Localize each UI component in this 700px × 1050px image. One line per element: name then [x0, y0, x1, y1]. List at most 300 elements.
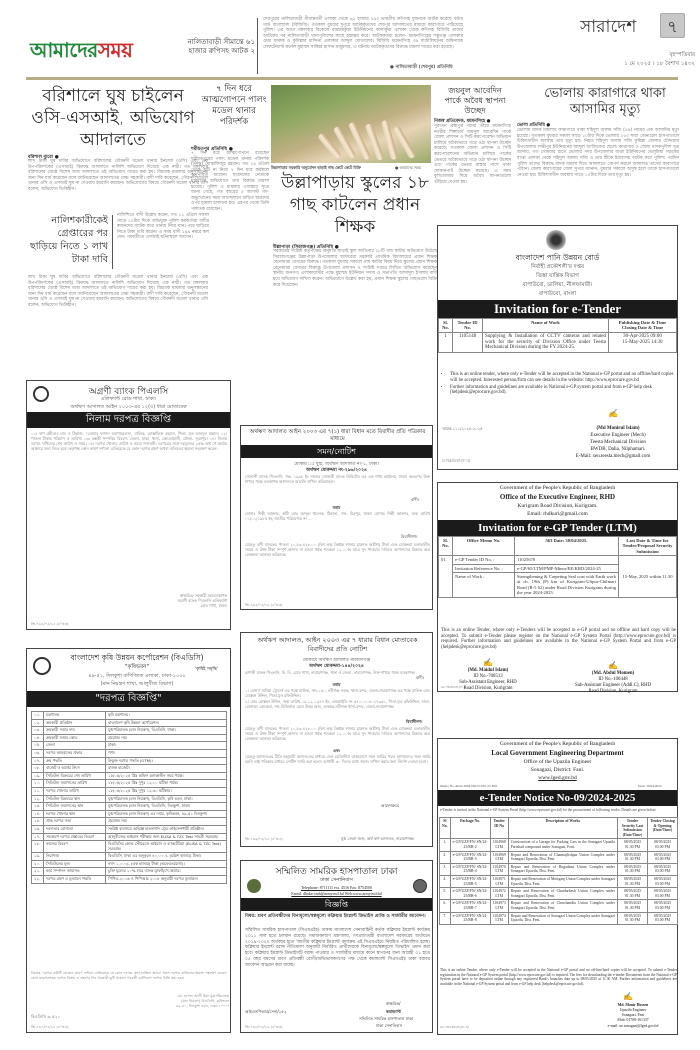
- badc-row-value: যুগ্মপরিচালক (মান নিয়ন্ত্রণ) এর দপ্তর, কৃষিভবন, ৪৯-৫১ দিলকুশা।: [106, 810, 227, 818]
- somon-body-2: যেহেতু বাদী ব্যাংকের পাওনা ২০,৫৩,৪২৮.০০ (বিশ লক্ষ তিপ্পান্ন হাজার চারশত আটাশ) টাকা এবং মোকদ্দমা চলাকালীন সময়ে ও উক্ত টাকা সম্পূর্ণ আদায় না হওয়া পর্যন্ত শতকরা ১২.০০% হারে সুদ পাওয়ার দাবিতে আপনাদের বিরুদ্ধে অত্র মোকদ্দমা আনয়ন করিয়াছে।: [245, 542, 430, 557]
- notice-body: যেহেতু বাদী ব্যাংকের পাওনা ২০,৫৩,৪২৮.০০ (বিশ লক্ষ তিপ্পান্ন হাজার চারশত আটাশ) টাকা এবং মোকদ্দমা চলাকালীন সময়ে ও উক্ত টাকা সম্পূর্ণ আদায় না হওয়া পর্যন্ত শতকরা ১২.০০% হারে সুদ পাওয়ার দাবিতে আপনাদের বিরুদ্ধে অত্র মোকদ্দমা আনয়ন করিয়াছে।: [245, 726, 430, 741]
- badc-row-value: যুগ্মপরিচালক (মান নিয়ন্ত্রণ), বিএডিসি, ঢাকা।: [106, 727, 227, 735]
- lged-memo: Memo No-46.02.3094.000.07.001.25-839: [440, 784, 497, 788]
- badc-building: "কৃষিভবন": [125, 664, 149, 670]
- agrani-org: অগ্রণী ব্যাংক পিএলসি: [88, 387, 169, 397]
- bhola-body: ভোলায় মাদক মামলায় কারাগারে থাকা শহিদুল আলম সজি (৪৯) নামের এক আসামির মৃত্যু হয়েছে। গতকাল বুধবার সকাল সাড়ে ১০টার দিকে ভোলার ২৫০ শয্যা জেনারেল হাসপাতালে চিকিৎসাধীন অবস্থায় তার মৃত্যু হয়। নিহত শহিদুল আলম সজি কুমিল্লা জেলার চৌদ্দগ্রাম উপজেলার লক্ষীপুর ইউনিয়নের আব্দুল আজিজের ছেলে। কারাগার ও জেলা মাদকপুলিশ সূত্র জানায়, গত সোমবার রাতে ভোলার সদর উপজেলার বাপ্তা ইউনিয়নের ভেলুমিয়া সড়কের বাপ্তা এলাকা থেকে শহিদুল আলম সজি ও তার স্ত্রীকে ইয়াবাসহ আটক করে পুলিশ। পরদিন পুলিশ তাদের বিরুদ্ধে মাদক মামলা দিয়ে আদালতে সোপর্দ করলে আদালত তাদের কারাগারে পাঠান। জেলা কারাগারের জেল সুপার জানান, বুধবার সকালে অসুস্থ হলে তাকে হাসপাতালে নেওয়া হয়। চিকিৎসাধীন অবস্থায় সাড়ে ১০টার দিকে তার মৃত্যু হয়।: [517, 128, 679, 178]
- lged-security-date: 08/05/2025 01.30 PM: [618, 912, 648, 924]
- badc-row-value: বাংলাদেশ কৃষি উন্নয়ন কর্পোরেশন।: [106, 719, 227, 727]
- badc-org: বাংলাদেশ কৃষি উন্নয়ন কর্পোরেশন (বিএডিসি): [70, 653, 204, 662]
- zainul-body: পুরাতন ব্রহ্মপুত্র নদের তীরে ময়মনসিংহ নগরীর শিল্পাচার্য জয়নুল আবেদিন পার্কে জেলা প্রশাসন ও সিটি করপোরেশন অভিযান চালিয়ে অবৈধভাবে গড়ে ওঠা স্থাপনা উচ্ছেদ করেছে। গতকাল জেলা প্রশাসন ও সিটি করপোরেশনের অভিযান চালিয়ে পার্কের ভেতরে অবৈধভাবে গড়ে ওঠা স্থাপনা উচ্ছেদ এবং পার্কের ভেতর রাস্তার পাশে থাকা দোকানপাট উচ্ছেদ করেছে। এ সময় বুলডোজার দিয়ে অবৈধ স্থাপনাগুলো গুঁড়িয়ে দেওয়া হয়।: [434, 124, 511, 185]
- table-row: [32, 734, 227, 742]
- bwdb-logo-icon: [546, 230, 566, 250]
- lged-security-date: 08/05/2025 01.30 PM: [618, 900, 648, 912]
- rhd-table-wrap: [438, 536, 677, 598]
- cmh-sig-org: সম্মিলিত সামরিক হাসপাতাল ঢাকা: [359, 1016, 414, 1021]
- bwdb-th: Sl. No.: [439, 319, 453, 333]
- table-row: [440, 839, 678, 851]
- agrani-branch: এলিফ্যান্ট রোড শাখা, ঢাকা।: [100, 396, 157, 402]
- badc-row-num: ০২.: [32, 719, 44, 727]
- bwdb-sl: 1: [439, 332, 453, 352]
- barishal-continuation: লাখ টাকা ঘুষ দাবির অভিযোগে বরিশালের গৌরনদী মডেল থানার ইনচার্জ (ওসি) এবং এক উপপরিদর্শকের (এসআই) বিরুদ্ধে আদালতে নালিশি অভিযোগ দিয়েছে এক নারী। গত মঙ্গলবার বরিশালের জ্যেষ্ঠ বিশেষ জজ আদালতে ওই অভিযোগ দায়ের করা হয়। বিচারক মামলার অনুসন্ধানের জন্য দিন ধার্য করেছেন বলে জানিয়েছেন আদালতের বেঞ্চ সহকারী। বাদী দাবি করেছেন, গৌরনদী মডেল থানার ওসি ও এসআই ঘুষ না দেওয়ায় হয়রানি করছেন। অভিযোগের বিষয়ে গৌরনদী মডেল থানার ওসি বলেন, অভিযোগ ভিত্তিহীন।: [28, 275, 208, 308]
- teaser-divider: [257, 18, 258, 74]
- lged-closing-date: 08/05/2025 03.00 PM: [648, 875, 678, 887]
- badc-row-value: প্রযোজ্য নয়।: [106, 818, 227, 826]
- badc-row-label: দরপত্র গ্রহণ ও মূল্যায়ন পদ্ধতি: [44, 876, 106, 884]
- weekday: বৃহস্পতিবার: [669, 52, 695, 58]
- badc-row-num: ১০.: [32, 780, 44, 788]
- table-row: [32, 868, 227, 876]
- table-row: [439, 556, 677, 564]
- lged-sig-loc: Sonagazi, Feni: [621, 1013, 645, 1017]
- bwdb-division: তিস্তা যান্ত্রিক বিভাগ: [536, 273, 579, 279]
- lged-th: Package No.: [450, 818, 490, 839]
- cmh-ref: জি-৭৬৮/০৫/২৫ (৫"×৩): [245, 1025, 283, 1029]
- lged-sig-mob: Mob: 01708-161337: [617, 1018, 649, 1022]
- table-row: [32, 860, 227, 868]
- badc-row-label: নিরাপত্তা: [44, 853, 106, 861]
- bhola-byline: ভোলা প্রতিনিধি ●: [517, 123, 551, 128]
- lged-closing-date: 08/05/2025 03.00 PM: [648, 839, 678, 851]
- badc-row-label: প্রাক-দরপত্র সভা: [44, 818, 106, 826]
- badc-row-num: ১৭.: [32, 833, 44, 841]
- table-row: [32, 780, 227, 788]
- bwdb-work-name: Supplying & Installation of CCTV cameras and related work for the security of Division Office under Teesta Mechanical Division during the FY 2024-25.: [483, 332, 609, 352]
- bwdb-signatory-email[interactable]: E-Mail: xen.teesta.mech@gmail.com: [575, 454, 651, 459]
- bwdb-title: Invitation for e-Tender: [438, 300, 677, 318]
- rhd-sig1-id: ID No.-700513: [473, 674, 503, 679]
- lged-table-header: [440, 818, 678, 839]
- rhd-office: Office of the Executive Engineer, RHD: [499, 493, 616, 501]
- rhd-field-label: Name of Work :: [453, 573, 515, 598]
- bwdb-memo: স্মারক-১১১/২০২৪-২০২৫: [442, 426, 483, 431]
- ullapara-headline: উল্লাপাড়ায় স্কুলের ১৮ গাছ কাটলেন প্রধান শিক্ষক: [281, 173, 429, 237]
- rhd-body: This is an online Tender, where only e-Tenders will be accepted in e-GP portal and no offline and hard copy will be accepted. To submit e-Tender please register on the National e-GP System Portal (http://www.eprocure.gov.bd) is required. Further information and guidelines are available in the National e-GP System Portal and from e-GP (helpdesk@eprocure.gov.bd): [441, 628, 676, 650]
- badc-row-num: ১৪.: [32, 810, 44, 818]
- badc-row-label: সিডিউল জমাদানের স্থান: [44, 803, 106, 811]
- badc-row-value: রাজস্ব বাজেট।: [106, 765, 227, 773]
- cmh-email-link[interactable]: Email: dhaka-cmh@army.mil.bd Web:www.army.mil.bd: [291, 891, 382, 896]
- badc-row-label: সিডিউল জমাদানের তারিখ: [44, 780, 106, 788]
- lged-sl: 1.: [440, 839, 451, 851]
- zainul-headline: জয়নুল আবেদিন পার্কে অবৈধ স্থাপনা উচ্ছেদ: [444, 86, 506, 115]
- bwdb-office: নির্বাহী প্রকৌশলী'র দপ্তর: [530, 264, 585, 270]
- bwdb-tender-id: 1105148: [453, 332, 483, 352]
- rhd-sig1-loc: Road Division, Kurigram: [463, 686, 513, 691]
- lged-th: Description of Works: [508, 818, 617, 839]
- bwdb-table: [438, 318, 677, 353]
- lged-sig-email[interactable]: e-mail: ue.sonagazi@lged.gov.bd: [607, 1024, 659, 1028]
- badc-row-num: ১৩.: [32, 803, 44, 811]
- bwdb-address: বাপাউবো, ডালিয়া, নীলফামারী।: [522, 282, 593, 288]
- lged-description: Repair and Renovation of Charmajlishpur Union Complex under Sonagazi Upazila, Dist. Feni.: [508, 851, 617, 863]
- cmh-signed: স্বাক্ষরিত/: [386, 1001, 401, 1006]
- bwdb-th: Tender ID No.: [453, 319, 483, 333]
- table-row: [32, 749, 227, 757]
- lged-description: Repair and Renovation of Bogadana Union Complex under Sonagazi Upazila, Dist. Feni.: [508, 863, 617, 875]
- bwdb-signatory-name: (Md Monirul Islam): [596, 426, 640, 431]
- badc-ref: জি-৭৬৭/০৫/২৫ (৫"×৪): [31, 1025, 69, 1029]
- barishal-pullquote: নালিশকারীকেই গ্রেপ্তারের পর ছাড়িয়ে নিতে ১ লাখ টাকা দাবি: [29, 215, 108, 265]
- notice-court: মোকামে অর্থঋণ আদালত নারায়ণগঞ্জ: [302, 658, 371, 663]
- somon-law: অর্থঋণ আদালত আইন ২০০৩ এর ৭(১) ধারা বিধান মতে বিবাদীর প্রতি পত্রিকার মাধ্যমে: [249, 429, 426, 442]
- lged-sl: 5.: [440, 888, 451, 900]
- badc-row-num: ০৪.: [32, 734, 44, 742]
- badc-row-num: ১২.: [32, 795, 44, 803]
- table-row: [32, 719, 227, 727]
- rhd-division: Kurigram Road Division, Kurigram.: [517, 503, 598, 509]
- table-row: [32, 853, 227, 861]
- lged-description: Repair and Renovation of Chardarbesh Union Complex under Sonagazi Upazila, Dist. Feni.: [508, 888, 617, 900]
- rhd-sig1-name: (Md. Maidul Islam): [467, 668, 509, 673]
- rhd-signature-1-icon: ✍: [483, 658, 493, 667]
- badc-row-label: দরপত্র খোলার স্থান: [44, 810, 106, 818]
- cmh-phone[interactable]: Telephone: 8711111 ext. 4516 Fax: 8754500: [300, 885, 373, 890]
- badc-row-label: ক্রয় পদ্ধতি: [44, 757, 106, 765]
- lged-intro: e-Tender is invited in the National e-GP System Portal (http://www.eprocure.gov.bd) for the procurement of following works. Details are given below:: [440, 808, 657, 812]
- table-row: [32, 803, 227, 811]
- table-row: [32, 742, 227, 750]
- agrani-title: নিলাম দরপত্র বিজ্ঞপ্তি: [27, 412, 230, 428]
- badc-table-wrap: [31, 711, 227, 981]
- lged-gov: Government of the People's Republic of Bangladesh: [499, 741, 616, 747]
- badc-row-num: ১৫.: [32, 818, 44, 826]
- badc-row-num: ০৮.: [32, 765, 44, 773]
- lged-closing-date: 08/05/2025 03.00 PM: [648, 851, 678, 863]
- rhd-th-deadline: Last Date & Time for Tender/Proposal Security Submission: [619, 537, 677, 556]
- badc-row-label: সিডিউলের মূল্য: [44, 860, 106, 868]
- rhd-title: Invitation for e-GP Tender (LTM): [438, 520, 677, 536]
- lged-package: e-GP/UZP/FN/ SN/24-25/RB-6: [450, 888, 490, 900]
- badc-row-label: কার্য সম্পাদন জামানত: [44, 868, 106, 876]
- teaser-headline: নালিতাবাড়ী সীমান্তে ৬১ হাজার রুপিসহ আটক ২: [187, 38, 255, 55]
- lged-table-wrap: [439, 817, 678, 925]
- table-row: [439, 332, 677, 352]
- barishal-byline: বরিশাল ব্যুরো ●: [28, 155, 59, 160]
- badc-row-label: মন্ত্রণালয়: [44, 712, 106, 720]
- badc-row-value: যুগ্মপরিচালক (মান নিয়ন্ত্রণ), বিএডিসি, কৃষি ভবন, ঢাকা।: [106, 795, 227, 803]
- rhd-sig2-loc: Road Division, Kurigram: [588, 689, 638, 694]
- badc-row-value: সংশ্লিষ্ট ব্যবসায়ে অভিজ্ঞ হালনাগাদ ট্রেড লাইসেন্সধারী প্রতিষ্ঠান।: [106, 825, 227, 833]
- badc-row-num: ০৬.: [32, 749, 44, 757]
- badc-row-value: পিপিএ-২০০৬ ও পিপিআর ২০০৮ অনুযায়ী দরপত্র মূল্যায়ন।: [106, 876, 227, 884]
- notice-defendant-label: বিবাদীগণ।: [406, 719, 423, 724]
- lged-tender-id: 1104968 LTM: [490, 839, 508, 851]
- cmh-org: সম্মিলিত সামরিক হাসপাতাল ঢাকা: [275, 867, 398, 877]
- table-row: [32, 841, 227, 853]
- badc-row-num: ০৩.: [32, 727, 44, 735]
- table-row: [32, 772, 227, 780]
- table-row: [440, 851, 678, 863]
- badc-row-num: ২১.: [32, 868, 44, 876]
- table-row: [32, 712, 227, 720]
- badc-row-num: ১৮.: [32, 841, 44, 853]
- badc-row-value: পণ্য।: [106, 749, 227, 757]
- table-row: [32, 727, 227, 735]
- badc-row-label: বাজেট ও অর্থের উৎস: [44, 765, 106, 773]
- issue-date: ১ মে ২০২৫ । ১৮ বৈশাখ ১৪৩২: [624, 61, 695, 67]
- lged-package: e-GP/UZP/FN/ SN/24-25/RB-8: [450, 912, 490, 924]
- lged-sl: 3.: [440, 863, 451, 875]
- badc-row-value: কৃষি মন্ত্রণালয়।: [106, 712, 227, 720]
- bwdb-table-wrap: [438, 318, 677, 353]
- lged-security-date: 08/05/2025 01.30 PM: [618, 851, 648, 863]
- badc-row-num: ০১.: [32, 712, 44, 720]
- masthead: [0, 0, 700, 80]
- lged-description: Repair and Renovation of Sonagazi Union Complex under Sonagazi Upazila, Dist. Feni.: [508, 912, 617, 924]
- bwdb-th: Name of Work: [483, 319, 609, 333]
- lged-security-date: 08/05/2025 01.30 PM: [618, 863, 648, 875]
- lged-sl: 6.: [440, 900, 451, 912]
- table-row: [32, 825, 227, 833]
- badc-row-num: ১১.: [32, 787, 44, 795]
- table-row: [440, 912, 678, 924]
- badc-title: "দরপত্র বিজ্ঞপ্তি": [27, 691, 230, 707]
- somon-title: সমন/নোটিশ: [241, 445, 432, 458]
- notice-and: এবং: [333, 748, 340, 753]
- lged-tender-id: 1104971 LTM: [490, 875, 508, 887]
- badc-ad: [26, 648, 231, 1033]
- rhd-sig2-name: (Md. Abdul Momen): [591, 671, 635, 676]
- badc-row-value: বিএডিসি, ঢাকা এর অনুকূলে ৪০,০০০/- (চল্লিশ হাজার) টাকা।: [106, 853, 227, 861]
- lged-sig-name: Md. Monir Hossen: [617, 1003, 649, 1007]
- arthorin-notice-ad: [240, 632, 433, 847]
- rhd-field-value: Strengthening & Carpeting Seal coat with Earth work at ch. 19th (P) km of Kurigram-Ulipur-Chilmari Road (R-5 62) under Road Division Kurigram during the year 2024-2025.: [515, 573, 619, 598]
- bwdb-bullet: • This is an online tender, where only e-Tender will be accepted in the National e-GP portal and no offline/hard copies will be accepted. Interested person/firm can see details in the website: http://www.eprocure.gov.bd: [450, 372, 674, 384]
- badc-row-value: উন্মুক্ত দরপত্র পদ্ধতি (OTM)।: [106, 757, 227, 765]
- somon-plaintiff: বাদী।: [411, 497, 420, 502]
- badc-row-num: ০৭.: [32, 757, 44, 765]
- lged-package: e-GP/UZP/FN/ SN/24-25/RB-3: [450, 851, 490, 863]
- cmh-sig-title: কমান্ড্যান্ট: [386, 1009, 401, 1014]
- lged-date: Date: 30/04/2025: [638, 784, 662, 788]
- bwdb-table-header: [439, 319, 677, 333]
- table-row: [32, 787, 227, 795]
- lged-closing-date: 08/05/2025 03.00 PM: [648, 900, 678, 912]
- rhd-ref: GC-763/05/25 (5"-3): [441, 685, 467, 689]
- lged-tender-id: 1104972 LTM: [490, 888, 508, 900]
- rhd-deadline: 15-May, 2025 within 11:30: [619, 556, 677, 597]
- rhd-field-value: 11025670: [515, 556, 619, 564]
- badc-row-num: ১৯.: [32, 853, 44, 861]
- lged-security-date: 08/05/2025 01.30 PM: [618, 839, 648, 851]
- table-row: [32, 765, 227, 773]
- lged-package: e-GP/UZP/FN/ SN/24-25/RB-7: [450, 900, 490, 912]
- bwdb-th: Publishing Date & Time Closing Date & Time: [609, 319, 677, 333]
- badc-dept: (মান নিয়ন্ত্রণ শাখা, আলুবীজ বিভাগ): [100, 681, 174, 687]
- rhd-field-label: e-GP Tender ID No. :: [453, 556, 515, 564]
- masthead-rule: [26, 77, 678, 80]
- lged-sl: 2.: [440, 851, 451, 863]
- bwdb-signatory-loc: BWDB, Dalia, Nilphamari.: [590, 447, 646, 452]
- lged-closing-date: 08/05/2025 03.00 PM: [648, 863, 678, 875]
- lged-closing-date: 08/05/2025 03.00 PM: [648, 888, 678, 900]
- lged-description: Repair and Renovation of Motiganj Union Complex under Sonagazi Upazila, Dist. Feni.: [508, 875, 617, 887]
- badc-row-value: আলুবীজের ভাইরাস পরীক্ষার জন্য ELISA & TZC Test সামগ্রী সরবরাহ।: [106, 833, 227, 841]
- notice-by-order: আদেশক্রমে: [381, 803, 399, 808]
- badc-row-value: ১৮/০৫/২০২৫ খ্রিঃ দুপুর ১২:৩০ ঘটিকায়।: [106, 787, 227, 795]
- lged-description: Construction of a Garage for Parking Cars in the Sonagazi Upazila Parishad compound under Sonagazi, Feni.: [508, 839, 617, 851]
- badc-row-value: প্রযোজ্য নয়।: [106, 734, 227, 742]
- cmh-subject: বিষয়: শ্রবণ প্রতিবন্ধীদের বিনামূল্যে/স্বল্পমূল্যে কক্লিয়ার ইমপ্লান্ট ডিভাইস প্রাপ্তি ও সার্জারীর আবেদন।: [245, 914, 426, 919]
- bwdb-website-bn: বাপাউবো, বাংলা: [538, 291, 577, 297]
- barishal-body: লাখ টাকা ঘুষ দাবির অভিযোগে বরিশালের গৌরনদী মডেল থানার ইনচার্জ (ওসি) এবং এক উপপরিদর্শকের (এসআই) বিরুদ্ধে আদালতে নালিশি অভিযোগ দিয়েছে এক নারী। গত মঙ্গলবার বরিশালের জ্যেষ্ঠ বিশেষ জজ আদালতে ওই অভিযোগ দায়ের করা হয়। বিচারক মামলার অনুসন্ধানের জন্য দিন ধার্য করেছেন বলে জানিয়েছেন আদালতের বেঞ্চ সহকারী। বাদী দাবি করেছেন, গৌরনদী মডেল থানার ওসি ও এসআই ঘুষ না দেওয়ায় হয়রানি করছেন। অভিযোগের বিষয়ে গৌরনদী মডেল থানার ওসি বলেন, অভিযোগ ভিত্তিহীন।: [28, 159, 208, 192]
- badc-number: বিএডিসি = ৫২০: [31, 1014, 61, 1019]
- cmh-ad: [240, 860, 433, 1033]
- somon-body: সোনালী ব্যাংক পিএলসি, গভ. ১৯৯৮ ইং সালের সোনালী ব্যাংক লিমিটেড এর এক শাখা কার্যালয়, ঢাকা। অতঃপর উক্ত শাখার পক্ষে ব্যবস্থাপক আদালতে আরজি দাখিল করিয়াছেন।: [245, 474, 430, 484]
- lged-website[interactable]: www.lged.gov.bd: [538, 775, 577, 781]
- table-row: [32, 810, 227, 818]
- agrani-signatory: স্বাক্ষরিত/ সহকারী মহাব্যবস্থাপক অগ্রণী ব্যাংক পিএলসি এলিফ্যান্ট রোড শাখা, ঢাকা।: [177, 593, 227, 608]
- badc-row-label: সিডিউল বিক্রয়ের শেষ তারিখ: [44, 772, 106, 780]
- table-row: [32, 757, 227, 765]
- badc-row-value: যুগ্মপরিচালক (মান নিয়ন্ত্রণ), বিএডিসি, দিলকুশা, ঢাকা।: [106, 803, 227, 811]
- agrani-body: ০১। ঋণ গ্রহীতার নাম ও ঠিকানা- "তোমার ফ্যাশন অ্যাপারেলস", মালিক- মোস্তাফিজ রহমান, পিতা- মৃত আবদুল মান্নান। ০২। পাওনা টাকার পরিমাণ ও তারিখ। ০৩। বন্ধকী সম্পত্তির বিবরণ: জেলা- ঢাকা, থানা- কোতোয়ালী, মৌজা- সূত্রাপুর। ০৪। নিলাম দরপত্র দাখিলের শেষ তারিখ ও সময়। ০৫। দরপত্র খোলার তারিখ ও সময়। শর্তাবলী: দরপত্রের সঙ্গে দরমূল্যের ২৫% অর্থ পে-অর্ডার আকারে জমা দিতে হবে। কর্তৃপক্ষ কোন কারণ দর্শানো ব্যতিরেকে যে কোন দরপত্র গ্রহণ অথবা বাতিলের ক্ষমতা সংরক্ষণ করেন।: [31, 431, 227, 451]
- table-row: [32, 833, 227, 841]
- badc-row-label: দরদাতার যোগ্যতা: [44, 825, 106, 833]
- notice-body-2: যেহেতু আদালতের রীতি অনুযায়ী আদালতের মাধ্যমে এবং রেজিস্টার্ড ডাকযোগে সমন জারির পরও আপনাদের সমন জারি হয়নি তাই পত্রিকার মাধ্যমে নোটিশ জারি করা হলো। আগামী ৩০ দিনের মধ্যে জবাব দাখিল করার জন্য নির্দেশ দেওয়া হলো।: [245, 754, 430, 764]
- badc-row-label: কাজের বিবরণ: [44, 841, 106, 853]
- badc-slogan: 'কৃষিই সমৃদ্ধি': [195, 667, 219, 672]
- barishal-body-2: নালিশিতে বাদী উল্লেখ করেন, গত ১১ এপ্রিল সকাল সাড়ে ১০টার দিকে অভিযুক্ত পুলিশ কর্মকর্তারা বাদীর স্বজনদের আটক করে থানায় নিয়ে যান। পরে ছাড়িয়ে নিতে টাকা দাবি করেন। এ সময় বাদী ১৯৯ নম্বরে কল দেন। পরবর্তীতে এসআই ঘটনাস্থলে আসেন।: [117, 213, 209, 241]
- badc-table: [31, 711, 227, 884]
- badc-row-label: দরপত্র আহবানের প্রকার: [44, 749, 106, 757]
- lged-th: Tender Closing & Opening (Date/Time): [648, 818, 678, 839]
- notice-defendant-1: ১। মেসার্স সাদিয়া ট্রেডার্স এর পক্ষে মালিক, সাং-১৫০, নবীগঞ্জ সড়ক, থানা-বন্দর, জেলা-নারায়ণগঞ্জ এর পক্ষে মালিক মোঃ মোস্তফা উদ্দিন, পিতা-মৃত রফিউদ্দিন।: [245, 688, 430, 698]
- badc-row-value: ১৫/০৫/২০২৫ খ্রিঃ অফিস চলাকালীন সময় পর্যন্ত।: [106, 772, 227, 780]
- rhd-sl: 01.: [439, 556, 453, 597]
- lged-th: Tender Security Last Submission (Date/Time): [618, 818, 648, 839]
- somon-case-no: অর্থঋণ মোকদ্দমা নং-২৯৬/২০২৪: [306, 468, 367, 473]
- bwdb-signatory-div: Teesta Mechanical Division: [590, 440, 646, 445]
- badc-row-value: নগদ ১,০০০/- (এক হাজার) টাকা (অফেরতযোগ্য)।: [106, 860, 227, 868]
- bwdb-signature-icon: ✍: [608, 409, 618, 418]
- lged-dept: Local Government Engineering Department: [491, 749, 624, 757]
- cmh-title: বিজ্ঞপ্তি: [241, 898, 432, 911]
- lged-signature-icon: ✍: [623, 992, 633, 1001]
- badc-row-num: ০৯.: [32, 772, 44, 780]
- notice-vs: বনাম: [332, 682, 341, 687]
- somon-defendant-label: বিবাদীগণ।: [401, 534, 418, 539]
- cmh-sig-loc: ঢাকা সেনানিবাস: [376, 1023, 403, 1028]
- bwdb-bullet: • Further information and guidelines are available in National e-GP system portal and from e-GP help desk (helpdesk@eprocure.gov.bd).: [450, 385, 674, 397]
- badc-row-label: সিডিউল বিক্রয়ের স্থান: [44, 795, 106, 803]
- palong-byline: শরীয়তপুর প্রতিনিধি ●: [191, 147, 233, 152]
- newspaper-logo: [30, 36, 132, 69]
- table-row: [440, 888, 678, 900]
- cmh-body: সম্মিলিত সামরিক হাসপাতাল (সিএমএইচ) ঢাকায় বাংলাদেশ সেনাবাহিনী কর্তৃক কক্লিয়ার ইমপ্লান্ট কার্যক্রম ২০১১ সাল হতে চলমান রয়েছে। সমাজকল্যাণ মন্ত্রণালয়, গণপ্রজাতন্ত্রী বাংলাদেশ সরকারের অর্থায়নে ২০১৯-২০২০ অর্থবছর হতে 'জাতীয় কক্লিয়ার ইমপ্লান্ট' কার্যক্রম এই সিএমএইচে নিয়মিত পরিচালিত হচ্ছে। কক্লিয়ার ইমপ্লান্ট বরাদ্দ নীতিমালা অনুযায়ী নির্ধারিত প্রার্থীদেরকে বিনামূল্যে/স্বল্পমূল্যে ডিভাইস প্রদান করা হবে। কক্লিয়ার ইমপ্লান্ট ডিভাইসটি বরাদ্দ পাওয়ার ও সার্জারীর মাধ্যমে কানে স্থাপনের জন্য আগ্রহী ০১ হতে ০৫ বছর বয়সের শ্রবণ প্রতিবন্ধী রোগী/অভিভাবকগণের পক্ষ থেকে কমান্ড্যান্ট সিএমএইচ ঢাকা বরাবর আবেদন আহ্বান করা যাচ্ছে।: [245, 928, 430, 968]
- lged-package: e-GP/UZP/FN/ SN/24-25/RB-5: [450, 875, 490, 887]
- lged-sl: 7.: [440, 912, 451, 924]
- section-name: সারাদেশ: [580, 17, 637, 37]
- badc-signatory: মো. হাসান আলী মিয়া যুগ্মপরিচালক (মান নিয়ন্ত্রণ) বিএডিসি, কৃষিভবন ৪৯-৫১, দিলকুশা বা/এ, ঢাকা-১০০০।: [175, 994, 229, 1008]
- table-row: [32, 818, 227, 826]
- rhd-ad: [437, 482, 678, 692]
- lged-th: Tender ID No: [490, 818, 508, 839]
- bwdb-ref: G-764/05/25 (5"-3): [442, 459, 470, 463]
- notice-ref: জি-৭৬৬/০৫/২৫ (৫"×৫): [245, 837, 283, 841]
- table-row: [440, 875, 678, 887]
- badc-row-label: সংক্ষেপে দরপত্র প্রস্তাবের বিবরণ: [44, 833, 106, 841]
- lged-th: Sl No.: [440, 818, 451, 839]
- photo-credit: ● আমাদের সময়: [395, 165, 421, 170]
- lged-sig-title: Upazila Engineer: [619, 1008, 647, 1012]
- lged-tender-id: 1104969 LTM: [490, 851, 508, 863]
- agrani-ref: জি-৭৬৪/০৫/২৫ (৫"×৩): [31, 622, 69, 626]
- badc-row-value: চুক্তি মূল্যের ১০% হারে ব্যাংক ড্রাফট/পে-অর্ডার।: [106, 868, 227, 876]
- somon-ref: জি-৭৬৫/০৫/২৫ (৫"×৩): [245, 603, 283, 607]
- rhd-th-date: 563 Date: 30/04/2025.: [515, 537, 619, 556]
- agrani-bank-ad: [26, 380, 231, 630]
- notice-plaintiff-label: বাদী।: [416, 675, 425, 680]
- lged-body: This is an online Tender, where only e-Tender will be accepted in the National e-GP portal and no off-line/hard copies will be accepted. To submit e-Tender registration in the National e-GP System portal (http://www.eprocure.gov.bd) is required. The fees for downloading the e-tender Documents from the National e-GP System portal have to be deposited online through any registered Bank's branches date up to 08/05/2025 at 11.30 AM. Further information and guidelines are available in the National e-GP System portal and from e-GP help desk (helpdesk@eprocure.gov.bd).: [440, 968, 677, 986]
- lged-security-date: 08/05/2025 01.30 PM: [618, 888, 648, 900]
- bwdb-bullets: [442, 372, 674, 397]
- lged-package: e-GP/UZP/FN/ SN/24-25/RB-2: [450, 839, 490, 851]
- lged-sl: 4.: [440, 875, 451, 887]
- page-number: ৭: [660, 13, 685, 38]
- table-row: [32, 795, 227, 803]
- notice-defendant-2: ২। মোঃ মোস্তফা উদ্দিন, জন্ম তারিখ-০৯-১২-১৯৭৭ ইং, এনআইডি নং ৫৭০০০০৪০২৭৩৬১, পিতা-মৃত রফিউদ্দিন, মাতা-মোসাম্মৎ রোকেয়া, সাং-বিজিলাল রোড উত্তর আন, ডাকঘর-নবীগঞ্জ থানা-বন্দর, জেলা-নারায়ণগঞ্জ।: [245, 699, 430, 709]
- badc-row-value: ১৮/০৫/২০২৫ খ্রিঃ দুপুর ১২:০০ ঘটিকা পর্যন্ত।: [106, 780, 227, 788]
- rhd-table: [438, 536, 677, 598]
- somon-notice-ad: [240, 425, 433, 610]
- badc-address: ৪৯-৫১, দিলকুশা বাণিজ্যিক এলাকা, ঢাকা-১০০০: [88, 673, 186, 679]
- rhd-field-value: e-GP/65/LTM/PMP-Minor/EE/KRD/2024-25: [515, 564, 619, 572]
- somon-court: মোকাম ঃ যুগ্ম, অর্থঋণ আদালত নং-১, ঢাকা।: [294, 462, 379, 467]
- teaser-body: শেরপুরের নালিতাবাড়ী সীমান্তবর্তী এলাকা থেকে ৬১ হাজার ৭৯০ ভারতীয় রুপিসহ দুজনকে আটক করেছে বর্ডার গার্ড বাংলাদেশ (বিজিবি)। গতকাল বুধবার দুপুরে আটককৃতদের শেরপুর আদালতের মাধ্যমে কারাগারে পাঠিয়েছে পুলিশ। এর আগে মঙ্গলবার বিকেলে রামচন্দ্রকুড়া ইউনিয়নের কালাকুমা এলাকা থেকে রুপিসহ বিজিবি তাদের আটকের পর নালিতাবাড়ী থানাপুলিশের কাছে হস্তান্তর করে। আটককৃতরা হলেন- ময়মনসিংহের শম্ভুগঞ্জ এলাকার ওমর ফারুক ও কুমিল্লার চান্দিনা এলাকার আব্দুল মোতালেব। বিজিবি ময়মনসিংহ ৩৯ ব্যাটালিয়নের অধিনায়ক লেফটেন্যান্ট কর্নেল মুহাম্মদ সাব্বির হাসান মজুমদার, এ ঘটনায় আটককৃতদের বিরুদ্ধে মামলা দায়ের করা হয়েছে।: [263, 17, 463, 50]
- ullapara-byline: উল্লাপাড়া (সিরাজগঞ্জ) প্রতিনিধি ●: [273, 245, 339, 250]
- rhd-email[interactable]: Email: rhdkuri@gmail.com: [527, 511, 588, 517]
- ullapara-body: সরকারের সংশ্লিষ্ট কর্তৃপক্ষের অনুমতি ছাড়াই স্কুল আঙিনার ১৮টি গাছ কাটার অভিযোগ উঠেছে সিরাজগঞ্জের উল্লাপাড়া উপজেলার জাফরেরা সরকারি প্রাথমিক বিদ্যালয়ের প্রধান শিক্ষক বেনোয়ারা বেগমের বিরুদ্ধে। গতকাল বুধবার সকালে গাছ কাটার বিষয় নিয়ে স্কুলের প্রধান শিক্ষক বেনোয়ারা বেগমের বিরুদ্ধে উপজেলা প্রশাসন ও সংশ্লিষ্ট দপ্তরে লিখিত অভিযোগ করেছেন স্থানীয় জনগণ। এলাকাবাসীর পক্ষে মুহাম্মদ ইউনিয়ন সদস্য ও সভাপতি আসাদুল ইসলাম বাদী হয়ে অভিযোগ দাখিল করেন। অভিযোগে উল্লেখ করা হয়, প্রধান শিক্ষক স্কুলের গাছগুলো বিক্রি করে দিয়েছেন।: [273, 249, 437, 288]
- rhd-gov: Government of the People's Republic of Bangladesh: [499, 485, 616, 491]
- badc-note: বিঃদ্রঃ- দরপত্র কমিটি যেকোন কারণ দর্শানো ব্যতিরেকে যে কোন দরপত্র গ্রহণ/বাতিল অথবা সকল দরপত্র বাতিলের ক্ষমতা সংরক্ষণ করেন। কোন কারণবশতঃ দরপত্র বিক্রয় ও গ্রহণের দিন সরকারী ছুটি থাকলে পরবর্তী কর্মদিবসে দরপত্র বিক্রি করা হবে।: [31, 971, 227, 980]
- badc-row-num: ২০.: [32, 860, 44, 868]
- badc-row-num: ২২.: [32, 876, 44, 884]
- badc-row-label: ক্রয়কারী প্রতিষ্ঠান: [44, 719, 106, 727]
- rhd-sig1-title: Sub-Assistant Engineer, RHD: [459, 680, 517, 685]
- barishal-headline: বরিশালে ঘুষ চাইলেন ওসি-এসআই, অভিযোগ আদালতে: [31, 86, 195, 150]
- notice-plaintiff: রূপালী ব্যাংক পিএলসি, বি. বি. রোড শাখা, নারায়ণগঞ্জ, থানা ও জেলা- নারায়ণগঞ্জ, উক্ত শাখার পক্ষে ব্যবস্থাপক।: [245, 670, 416, 675]
- bhola-headline: ভোলায় কারাগারে থাকা আসামির মৃত্যু: [544, 86, 666, 117]
- lged-security-date: 08/05/2025 01.30 PM: [618, 875, 648, 887]
- rhd-th-memo: Office Memo No.: [453, 537, 515, 556]
- badc-row-label: ক্রয়কারী সত্তার নাম: [44, 727, 106, 735]
- badc-row-value: বিএডিসির কোল্ড স্টোরেজে ভাইরাস ও ব্যাকটেরিয়া (ELISA & TZC Test) সরবরাহ।: [106, 841, 227, 853]
- somon-vs: বনাম: [332, 505, 341, 510]
- lged-ad: [437, 738, 678, 1035]
- notice-law: অর্থঋণ আদালত, আইন ২০০৩ এর ৭ ধারার বিধান মোতাবেক বিবাদীদের প্রতি নোটিশ: [257, 636, 418, 653]
- palong-body: ৭ দিন ধরে আত্মগোপনে রয়েছেন শরীয়তপুরের পালং মডেল থানার পরিদর্শক (তদন্ত) মোস্তাফিজুর রহমান। গত ২৪ এপ্রিল থেকে ছুটি না নিয়ে ৭ দিন ধরে কর্মস্থলে অনুপস্থিত আছেন। ছাত্রদলের নেতাকে মারধরের অভিযোগে তার বিরুদ্ধে মামলা হয়েছে। পুলিশ ও মামলার এজাহার সূত্রে জানা গেছে, গত বছরের ৫ আগস্ট গণ-অভ্যুত্থানের সময় আন্দোলনে জড়িত ছাত্রদের ওপর হামলা চালানো হয়। এরপর থেকে তিনি পলাতক রয়েছেন।: [191, 151, 269, 212]
- lged-description: Repair and Renovation of Charchandia Union Complex under Sonagazi Upazila, Dist. Feni.: [508, 900, 617, 912]
- badc-row-num: ০৫.: [32, 742, 44, 750]
- rhd-sig2-title: Sub-Assistant Engineer (Addl.C), RHD: [574, 683, 652, 688]
- badc-row-label: জেলা: [44, 742, 106, 750]
- photo-caption: উল্লাপাড়ার সরকারি অনুমোদন ছাড়াই গাছ কেটে কেটে বিক্রি: [271, 165, 361, 170]
- badc-row-value: ঢাকা।: [106, 742, 227, 750]
- rhd-th-sl: Sl. No.: [439, 537, 453, 556]
- teaser-credit: ● নালিতাবাড়ী (শেরপুর) প্রতিনিধি: [390, 65, 453, 70]
- lged-office: Office of the Upazila Engineer: [523, 759, 592, 765]
- table-row: [440, 900, 678, 912]
- bwdb-ad: [437, 225, 678, 470]
- lged-address: Sonagazi, District: Fani.: [530, 767, 585, 773]
- lged-tender-id: 1104974 LTM: [490, 912, 508, 924]
- cmh-ref-no: আইএসপিআর/সেনা/২৫২: [245, 1009, 287, 1014]
- logo-part-2: সময়: [97, 38, 133, 62]
- lged-ref: GC-761/05/25 (6"-3): [440, 1025, 469, 1029]
- bwdb-dates: 30-Apr-2025 09:00 15-May-2025 14:30: [609, 332, 677, 352]
